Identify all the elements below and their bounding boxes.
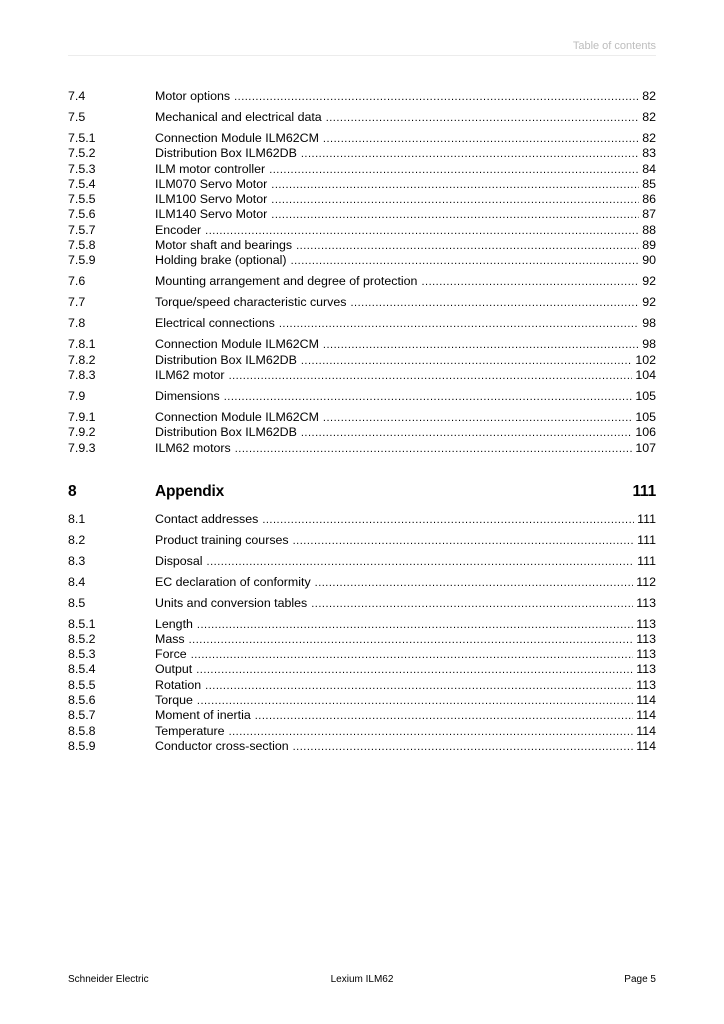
toc-entry-number: 8.5.2 bbox=[68, 631, 96, 646]
toc-entry-number: 8.5.7 bbox=[68, 708, 96, 723]
toc-entry-number: 8.5.4 bbox=[68, 662, 96, 677]
table-of-contents bbox=[68, 89, 656, 754]
toc-entry-page: 92 bbox=[642, 295, 656, 310]
toc-dot-leader bbox=[350, 296, 639, 311]
toc-entry[interactable] bbox=[68, 337, 656, 352]
toc-dot-leader bbox=[197, 618, 633, 633]
toc-entry[interactable] bbox=[68, 678, 656, 693]
toc-dot-leader bbox=[235, 442, 633, 457]
toc-entry[interactable] bbox=[68, 223, 656, 238]
toc-entry-page: 86 bbox=[642, 192, 656, 207]
toc-entry-page: 87 bbox=[642, 207, 656, 222]
toc-entry-page: 105 bbox=[635, 388, 656, 403]
toc-entry[interactable] bbox=[68, 207, 656, 222]
toc-entry-page: 88 bbox=[642, 222, 656, 237]
toc-entry-number: 7.8.2 bbox=[68, 352, 96, 367]
toc-entry-number: 7.6 bbox=[68, 274, 86, 289]
toc-entry-page: 82 bbox=[642, 131, 656, 145]
toc-dot-leader bbox=[205, 679, 633, 694]
toc-entry-number: 7.8.3 bbox=[68, 367, 96, 382]
toc-entry-number: 8 bbox=[68, 482, 77, 500]
toc-entry[interactable] bbox=[68, 192, 656, 207]
toc-entry[interactable] bbox=[68, 316, 656, 331]
toc-entry-title: Moment of inertia bbox=[155, 708, 251, 723]
toc-dot-leader bbox=[196, 663, 633, 678]
toc-entry[interactable] bbox=[68, 274, 656, 289]
running-header: Table of contents bbox=[572, 40, 656, 52]
toc-dot-leader bbox=[229, 725, 634, 740]
toc-entry-number: 8.5.6 bbox=[68, 693, 96, 708]
toc-entry[interactable] bbox=[68, 512, 656, 527]
toc-dot-leader bbox=[205, 224, 639, 239]
toc-entry-page: 104 bbox=[635, 367, 656, 382]
toc-entry-title: Distribution Box ILM62DB bbox=[155, 425, 297, 440]
toc-entry-page: 85 bbox=[642, 176, 656, 191]
toc-dot-leader bbox=[191, 648, 634, 663]
toc-entry-number: 7.5 bbox=[68, 110, 86, 124]
toc-entry-title: Motor options bbox=[155, 89, 231, 103]
toc-entry[interactable] bbox=[68, 425, 656, 440]
footer-page-number: Page 5 bbox=[624, 974, 656, 985]
toc-dot-leader bbox=[271, 208, 639, 223]
toc-entry-page: 106 bbox=[635, 425, 656, 440]
toc-entry-number: 8.5.9 bbox=[68, 738, 96, 753]
toc-dot-leader bbox=[234, 90, 639, 105]
toc-entry-title: Units and conversion tables bbox=[155, 595, 308, 610]
toc-entry-title: Dimensions bbox=[155, 388, 220, 403]
toc-entry-number: 7.9.2 bbox=[68, 425, 96, 440]
toc-entry[interactable] bbox=[68, 739, 656, 754]
toc-entry-title: ILM motor controller bbox=[155, 161, 266, 176]
toc-entry-number: 7.5.5 bbox=[68, 192, 96, 207]
toc-entry-page: 102 bbox=[635, 352, 656, 367]
toc-entry-title: Disposal bbox=[155, 553, 203, 568]
toc-entry-page: 114 bbox=[636, 708, 656, 723]
toc-entry-title: Length bbox=[155, 616, 193, 631]
toc-entry-number: 7.9.3 bbox=[68, 440, 96, 455]
toc-entry-page: 105 bbox=[635, 409, 656, 424]
toc-entry-title: Distribution Box ILM62DB bbox=[155, 352, 297, 367]
toc-entry-page: 113 bbox=[636, 662, 656, 677]
toc-entry-title: Product training courses bbox=[155, 532, 289, 547]
toc-entry-title: Encoder bbox=[155, 222, 202, 237]
toc-dot-leader bbox=[296, 239, 639, 254]
toc-entry-page: 82 bbox=[642, 110, 656, 124]
footer-product: Lexium ILM62 bbox=[330, 974, 394, 985]
toc-entry-number: 7.5.7 bbox=[68, 222, 96, 237]
toc-entry[interactable] bbox=[68, 617, 656, 632]
toc-dot-leader bbox=[421, 275, 639, 290]
toc-entry-page: 111 bbox=[632, 482, 656, 500]
toc-dot-leader bbox=[323, 338, 639, 353]
toc-entry[interactable] bbox=[68, 353, 656, 368]
toc-entry-page: 107 bbox=[635, 440, 656, 455]
toc-entry[interactable] bbox=[68, 554, 656, 569]
toc-dot-leader bbox=[293, 740, 634, 755]
toc-dot-leader bbox=[293, 534, 635, 549]
toc-entry-page: 111 bbox=[637, 532, 656, 547]
toc-entry[interactable] bbox=[68, 533, 656, 548]
header-divider bbox=[68, 55, 656, 56]
toc-dot-leader bbox=[229, 369, 633, 384]
toc-dot-leader bbox=[271, 193, 639, 208]
toc-entry[interactable] bbox=[68, 295, 656, 310]
toc-entry-page: 113 bbox=[636, 595, 656, 610]
toc-dot-leader bbox=[269, 163, 639, 178]
toc-entry-page: 82 bbox=[642, 89, 656, 103]
toc-entry-title: Motor shaft and bearings bbox=[155, 238, 293, 253]
toc-dot-leader bbox=[262, 513, 634, 528]
toc-entry-page: 98 bbox=[642, 316, 656, 331]
toc-entry-number: 7.5.1 bbox=[68, 131, 96, 145]
toc-entry-page: 113 bbox=[636, 631, 656, 646]
toc-entry-page: 111 bbox=[637, 511, 656, 526]
toc-entry[interactable] bbox=[68, 253, 656, 268]
toc-entry-title: Rotation bbox=[155, 677, 202, 692]
toc-entry-page: 84 bbox=[642, 161, 656, 176]
toc-entry[interactable] bbox=[68, 410, 656, 425]
toc-dot-leader bbox=[189, 633, 634, 648]
toc-entry[interactable] bbox=[68, 177, 656, 192]
toc-entry-number: 8.2 bbox=[68, 532, 86, 547]
toc-entry[interactable] bbox=[68, 389, 656, 404]
toc-entry[interactable] bbox=[68, 238, 656, 253]
toc-entry-number: 8.1 bbox=[68, 511, 86, 526]
toc-chapter-entry[interactable] bbox=[68, 482, 656, 502]
toc-entry-number: 7.8 bbox=[68, 316, 86, 331]
toc-entry[interactable] bbox=[68, 131, 656, 146]
toc-dot-leader bbox=[197, 694, 633, 709]
toc-entry[interactable] bbox=[68, 368, 656, 383]
toc-dot-leader bbox=[311, 597, 633, 612]
toc-entry-number: 7.5.4 bbox=[68, 176, 96, 191]
toc-entry[interactable] bbox=[68, 632, 656, 647]
toc-entry-page: 113 bbox=[636, 616, 656, 631]
toc-entry[interactable] bbox=[68, 693, 656, 708]
toc-entry-title: Electrical connections bbox=[155, 316, 275, 331]
toc-entry-number: 7.7 bbox=[68, 295, 86, 310]
toc-entry-title: Force bbox=[155, 647, 187, 662]
toc-dot-leader bbox=[279, 317, 639, 332]
toc-entry[interactable] bbox=[68, 575, 656, 590]
toc-entry-title: Mass bbox=[155, 631, 185, 646]
toc-entry-title: ILM140 Servo Motor bbox=[155, 207, 268, 222]
toc-entry-title: Contact addresses bbox=[155, 511, 259, 526]
toc-dot-leader bbox=[315, 576, 634, 591]
toc-entry-title: Conductor cross-section bbox=[155, 738, 289, 753]
toc-entry-title: Output bbox=[155, 662, 193, 677]
toc-dot-leader bbox=[207, 555, 635, 570]
toc-dot-leader bbox=[326, 111, 640, 126]
toc-dot-leader bbox=[301, 426, 632, 441]
toc-entry-number: 8.5 bbox=[68, 595, 86, 610]
toc-entry-page: 114 bbox=[636, 723, 656, 738]
toc-entry-title: Connection Module ILM62CM bbox=[155, 409, 319, 424]
toc-entry-title: ILM070 Servo Motor bbox=[155, 176, 268, 191]
toc-entry-title: Appendix bbox=[155, 482, 225, 500]
toc-dot-leader bbox=[323, 132, 639, 147]
toc-entry[interactable] bbox=[68, 662, 656, 677]
toc-entry-title: Torque bbox=[155, 693, 193, 708]
toc-entry-number: 7.9.1 bbox=[68, 409, 96, 424]
toc-entry-title: Connection Module ILM62CM bbox=[155, 337, 319, 352]
toc-entry[interactable] bbox=[68, 596, 656, 611]
toc-entry-number: 7.5.3 bbox=[68, 161, 96, 176]
toc-entry[interactable] bbox=[68, 724, 656, 739]
toc-dot-leader bbox=[255, 709, 634, 724]
toc-entry-page: 112 bbox=[636, 574, 656, 589]
toc-dot-leader bbox=[271, 178, 639, 193]
footer-company: Schneider Electric bbox=[68, 974, 149, 985]
toc-entry-number: 7.5.9 bbox=[68, 253, 96, 268]
toc-entry[interactable] bbox=[68, 647, 656, 662]
toc-entry-number: 8.5.5 bbox=[68, 677, 96, 692]
toc-entry-number: 7.9 bbox=[68, 388, 86, 403]
toc-entry-title: Distribution Box ILM62DB bbox=[155, 146, 297, 161]
toc-entry-title: Temperature bbox=[155, 723, 225, 738]
toc-entry-title: Mounting arrangement and degree of protection bbox=[155, 274, 418, 289]
toc-entry-page: 114 bbox=[636, 693, 656, 708]
toc-entry-title: Torque/speed characteristic curves bbox=[155, 295, 347, 310]
toc-entry-number: 7.5.8 bbox=[68, 238, 96, 253]
toc-entry-number: 8.5.1 bbox=[68, 616, 96, 631]
toc-entry-number: 8.4 bbox=[68, 574, 86, 589]
toc-entry-page: 98 bbox=[642, 337, 656, 352]
toc-entry-number: 7.4 bbox=[68, 89, 86, 103]
toc-dot-leader bbox=[301, 147, 639, 162]
toc-entry-number: 7.8.1 bbox=[68, 337, 96, 352]
toc-entry-number: 8.5.3 bbox=[68, 647, 96, 662]
toc-entry-page: 113 bbox=[636, 647, 656, 662]
toc-entry-title: ILM62 motor bbox=[155, 367, 225, 382]
toc-entry-number: 7.5.2 bbox=[68, 146, 96, 161]
toc-entry-page: 90 bbox=[642, 253, 656, 268]
toc-entry[interactable] bbox=[68, 162, 656, 177]
toc-entry-page: 113 bbox=[636, 677, 656, 692]
toc-dot-leader bbox=[291, 254, 640, 269]
toc-dot-leader bbox=[323, 411, 632, 426]
toc-entry-title: ILM100 Servo Motor bbox=[155, 192, 268, 207]
toc-entry-number: 8.5.8 bbox=[68, 723, 96, 738]
toc-entry-page: 83 bbox=[642, 146, 656, 161]
toc-entry-page: 89 bbox=[642, 238, 656, 253]
toc-entry[interactable] bbox=[68, 110, 656, 125]
toc-entry-title: Holding brake (optional) bbox=[155, 253, 287, 268]
toc-dot-leader bbox=[224, 390, 633, 405]
toc-entry[interactable] bbox=[68, 708, 656, 723]
toc-entry-number: 8.3 bbox=[68, 553, 86, 568]
toc-entry-title: EC declaration of conformity bbox=[155, 574, 311, 589]
toc-entry-title: ILM62 motors bbox=[155, 440, 231, 455]
toc-entry-title: Connection Module ILM62CM bbox=[155, 131, 319, 145]
toc-entry[interactable] bbox=[68, 441, 656, 456]
toc-dot-leader bbox=[301, 354, 632, 369]
toc-entry[interactable] bbox=[68, 89, 656, 104]
toc-entry-page: 111 bbox=[637, 553, 656, 568]
toc-entry-page: 114 bbox=[636, 738, 656, 753]
toc-entry-title: Mechanical and electrical data bbox=[155, 110, 322, 124]
toc-entry-number: 7.5.6 bbox=[68, 207, 96, 222]
toc-entry-page: 92 bbox=[642, 274, 656, 289]
toc-entry[interactable] bbox=[68, 146, 656, 161]
